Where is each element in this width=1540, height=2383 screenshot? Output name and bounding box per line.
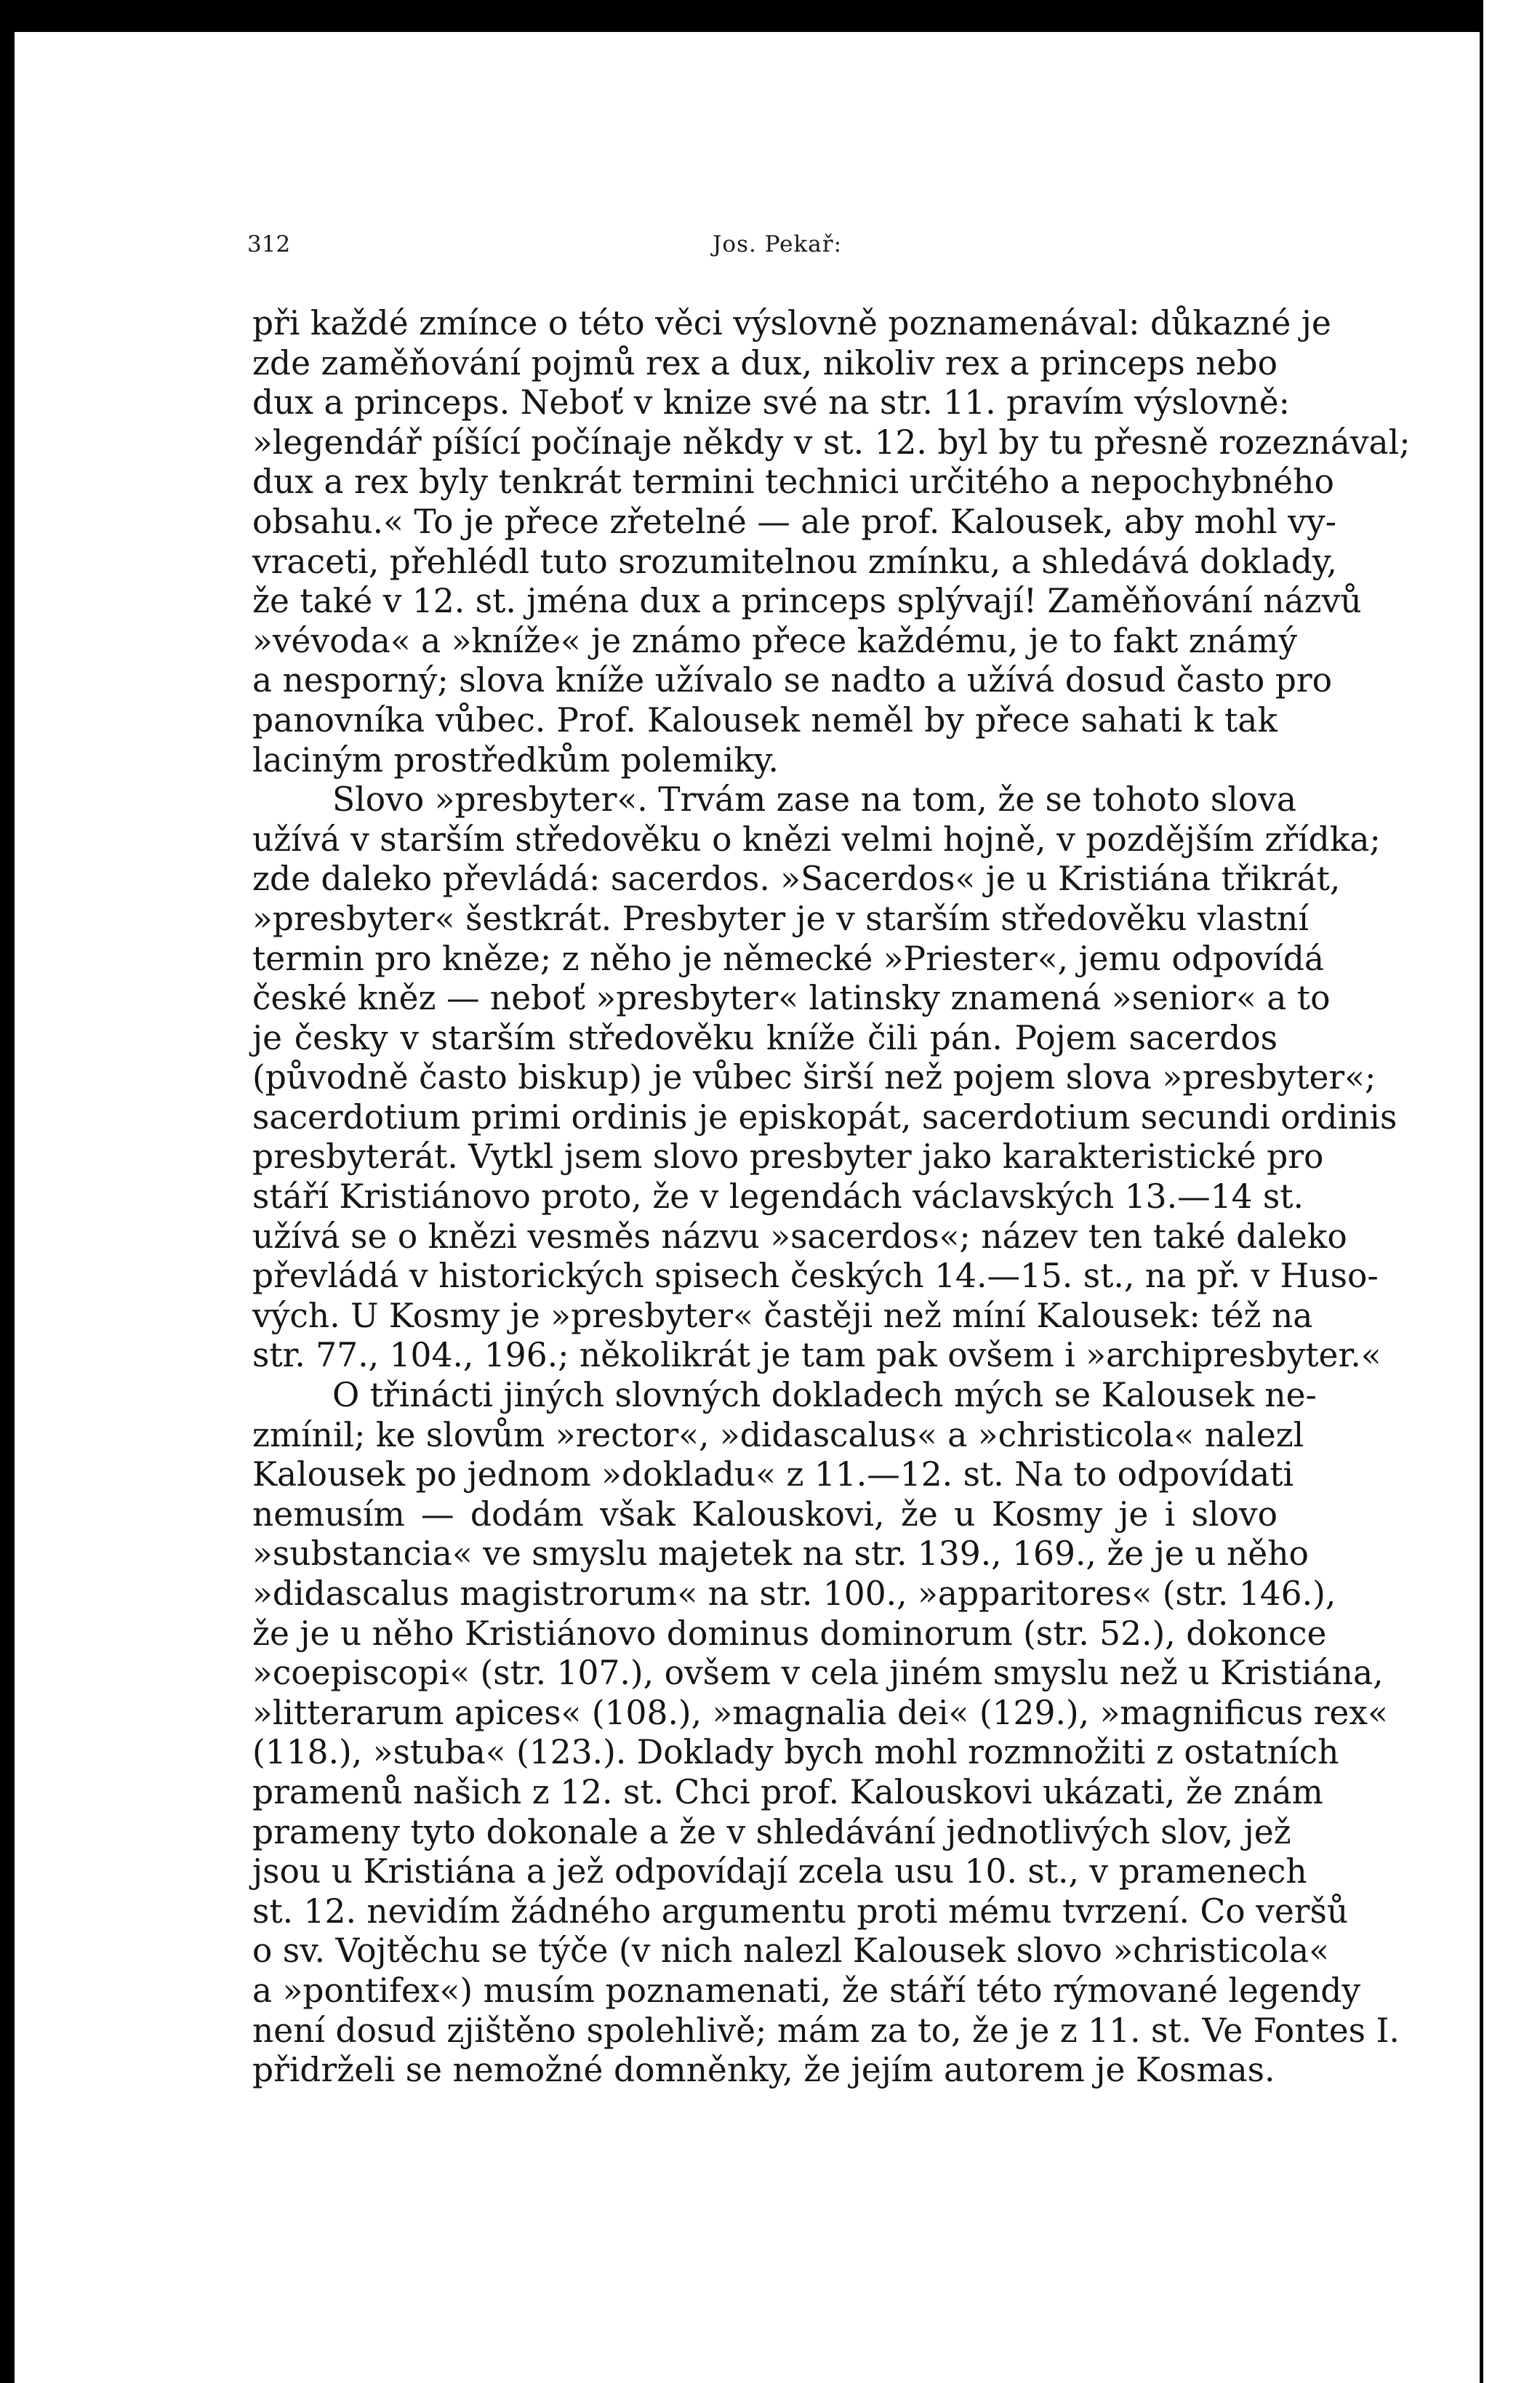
text-line: (118.), »stuba« (123.). Doklady bych mohl rozmnožiti z ostatních (252, 1733, 1339, 1772)
text-line: dux a rex byly tenkrát termini technici určitého a nepochybného (252, 462, 1334, 502)
text-line: není dosud zjištěno spolehlivě; mám za to, že je z 11. st. Ve Fontes I. (252, 2011, 1400, 2050)
text-line: zmínil; ke slovům »rector«, »didascalus« a »christicola« nalezl (252, 1415, 1304, 1454)
text-line: zde zaměňování pojmů rex a dux, nikoliv rex a princeps nebo (252, 343, 1278, 383)
text-line: užívá se o knězi vesměs názvu »sacerdos«; název ten také daleko (252, 1217, 1347, 1256)
text-line: str. 77., 104., 196.; několikrát je tam pak ovšem i »archipresbyter.« (252, 1336, 1381, 1375)
text-line: o sv. Vojtěchu se týče (v nich nalezl Kalousek slovo »christicola« (252, 1931, 1329, 1971)
text-line: a nesporný; slova kníže užívalo se nadto a užívá dosud často pro (252, 661, 1332, 700)
text-line: panovníka vůbec. Prof. Kalousek neměl by přece sahati k tak (252, 700, 1278, 740)
text-line: »didascalus magistrorum« na str. 100., »apparitores« (str. 146.), (252, 1574, 1336, 1613)
text-line: Slovo »presbyter«. Trvám zase na tom, že se tohoto slova (332, 780, 1296, 820)
text-line: »legendář píšící počínaje někdy v st. 12. byl by tu přesně rozeznával; (252, 422, 1411, 462)
text-line: při každé zmínce o této věci výslovně poznamenával: důkazné je (252, 304, 1331, 343)
text-line: stáří Kristiánovo proto, že v legendách václavských 13.—14 st. (252, 1177, 1304, 1217)
page-number: 312 (247, 231, 291, 257)
text-line: »vévoda« a »kníže« je známo přece každému, je to fakt známý (252, 621, 1298, 660)
text-line: že také v 12. st. jména dux a princeps splývají! Zaměňování názvů (252, 582, 1362, 621)
text-line: O třinácti jiných slovných dokladech mých se Kalousek ne- (332, 1376, 1317, 1415)
text-line: obsahu.« To je přece zřetelné — ale prof. Kalousek, aby mohl vy- (252, 502, 1336, 541)
text-line: užívá v starším středověku o knězi velmi hojně, v pozdějším zřídka; (252, 820, 1381, 859)
text-line: a »pontifex«) musím poznamenati, že stáří této rýmované legendy (252, 1971, 1361, 2010)
text-line: (původně často biskup) je vůbec širší než pojem slova »presbyter«; (252, 1058, 1376, 1097)
text-line: jsou u Kristiána a jež odpovídají zcela usu 10. st., v pramenech (252, 1852, 1307, 1891)
running-header (247, 231, 1294, 268)
text-line: převládá v historických spisech českých 14.—15. st., na př. v Huso- (252, 1257, 1379, 1296)
right-margin (1483, 0, 1540, 2383)
text-line: české kněz — neboť »presbyter« latinsky znamená »senior« a to (252, 979, 1331, 1018)
text-line: zde daleko převládá: sacerdos. »Sacerdos« je u Kristiána třikrát, (252, 860, 1341, 899)
text-line: termin pro kněze; z něho je německé »Priester«, jemu odpovídá (252, 939, 1324, 978)
text-line: laciným prostředkům polemiky. (252, 740, 779, 780)
running-title: Jos. Pekař: (713, 231, 843, 257)
text-line: je česky v starším středověku kníže čili pán. Pojem sacerdos (252, 1018, 1278, 1057)
text-line: vých. U Kosmy je »presbyter« častěji než míní Kalousek: též na (252, 1296, 1313, 1335)
body-text (252, 304, 1411, 2091)
text-line: sacerdotium primi ordinis je episkopát, sacerdotium secundi ordinis (252, 1097, 1397, 1137)
text-line: vraceti, přehlédl tuto srozumitelnou zmínku, a shledává doklady, (252, 542, 1337, 581)
text-line: »litterarum apices« (108.), »magnalia dei« (129.), »magnificus rex« (252, 1693, 1388, 1732)
text-line: že je u něho Kristiánovo dominus dominorum (str. 52.), dokonce (252, 1614, 1327, 1653)
text-line: »coepiscopi« (str. 107.), ovšem v cela jiném smyslu než u Kristiána, (252, 1654, 1384, 1693)
text-line: presbyterát. Vytkl jsem slovo presbyter jako karakteristické pro (252, 1137, 1324, 1177)
text-line: st. 12. nevidím žádného argumentu proti mému tvrzení. Co veršů (252, 1891, 1349, 1931)
text-line: »presbyter« šestkrát. Presbyter je v starším středověku vlastní (252, 899, 1309, 938)
text-line: nemusím — dodám však Kalouskovi, že u Kosmy je i slovo (252, 1494, 1278, 1534)
text-line: pramenů našich z 12. st. Chci prof. Kalouskovi ukázati, že znám (252, 1772, 1323, 1811)
text-line: dux a princeps. Neboť v knize své na str. 11. pravím výslovně: (252, 383, 1290, 422)
text-line: prameny tyto dokonale a že v shledávání jednotlivých slov, jež (252, 1812, 1291, 1851)
text-line: Kalousek po jednom »dokladu« z 11.—12. st. Na to odpovídati (252, 1455, 1294, 1494)
text-line: »substancia« ve smyslu majetek na str. 139., 169., že je u něho (252, 1534, 1309, 1574)
text-line: přidrželi se nemožné domněnky, že jejím autorem je Kosmas. (252, 2051, 1275, 2090)
